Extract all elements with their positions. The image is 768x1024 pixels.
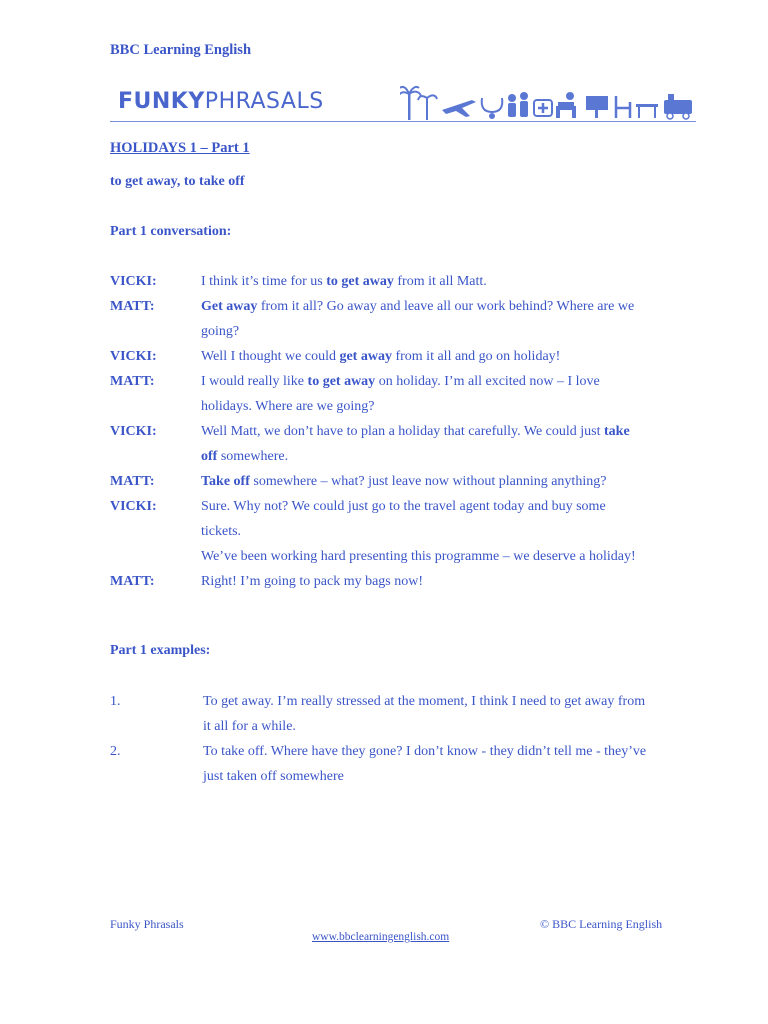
speaker-label: VICKI: [110, 274, 157, 289]
speech-segment: from it all Matt. [393, 274, 487, 289]
desk-icon [636, 104, 658, 118]
speaker-label: MATT: [110, 474, 155, 489]
speech-text [201, 347, 700, 366]
speech-segment: holidays. Where are we going? [201, 399, 375, 414]
armchair-icon [556, 92, 576, 118]
airplane-icon [442, 100, 476, 117]
palm-tree-icon [400, 87, 421, 120]
speech-text [201, 447, 700, 466]
speech-segment: I think it’s time for us [201, 274, 327, 289]
speech-text [201, 522, 700, 541]
speech-segment: from it all? Go away and leave all our work behind? Where are we [257, 299, 635, 314]
conversation-line [110, 322, 700, 347]
page-subtitle: to get away, to take off [110, 174, 245, 189]
speaker-label: MATT: [110, 574, 155, 589]
conversation-line [110, 497, 700, 522]
speaker-label: MATT: [110, 374, 155, 389]
phrasal-verb: take [604, 424, 630, 439]
speech-text [201, 547, 700, 566]
conversation-line [110, 272, 700, 297]
speech-segment: on holiday. I’m all excited now – I love [375, 374, 600, 389]
conversation-line [110, 447, 700, 472]
speech-segment: Well I thought we could [201, 349, 340, 364]
chair-icon [616, 96, 630, 118]
speech-segment: going? [201, 324, 240, 339]
speaker-label: VICKI: [110, 424, 157, 439]
speaker-label: VICKI: [110, 499, 157, 514]
footer-right: © BBC Learning English [540, 917, 663, 931]
screen-icon [586, 96, 608, 118]
conversation-line [110, 422, 700, 447]
conversation-line [110, 572, 700, 597]
example-number: 2. [110, 744, 121, 759]
example-line [110, 717, 700, 742]
holiday-icons-strip [400, 84, 696, 122]
logo-phrasals: PHRASALS [204, 89, 324, 114]
people-icon [508, 92, 528, 117]
speech-segment: We’ve been working hard presenting this programme – we deserve a holiday! [201, 549, 636, 564]
funky-phrasals-logo [110, 84, 696, 124]
conversation-line [110, 297, 700, 322]
phrasal-verb: get away [339, 349, 392, 364]
speech-segment: Sure. Why not? We could just go to the travel agent today and buy some [201, 499, 606, 514]
example-line [110, 767, 700, 792]
train-icon [664, 94, 692, 119]
stethoscope-icon [482, 98, 503, 119]
phrasal-verb: off [201, 449, 218, 464]
conversation-line [110, 372, 700, 397]
phrasal-verb: to get away [307, 374, 376, 389]
conversation-line [110, 472, 700, 497]
speaker-label: VICKI: [110, 349, 157, 364]
examples-list [110, 692, 700, 792]
speech-text [201, 422, 700, 441]
speech-text [201, 297, 700, 316]
example-line [110, 742, 700, 767]
speech-text [201, 572, 700, 591]
conversation-line [110, 347, 700, 372]
brand-header: BBC Learning English [110, 42, 252, 58]
speech-segment: Right! I’m going to pack my bags now! [201, 574, 424, 589]
footer-left: Funky Phrasals [110, 917, 184, 931]
logo-divider [110, 121, 696, 122]
logo-wordmark [118, 89, 324, 114]
speech-segment: tickets. [201, 524, 242, 539]
page-title: HOLIDAYS 1 – Part 1 [110, 140, 250, 156]
speech-segment: somewhere – what? just leave now without planning anything? [249, 474, 607, 489]
example-text: just taken off somewhere [203, 769, 344, 784]
conversation [110, 272, 700, 597]
conversation-line [110, 397, 700, 422]
example-text: To get away. I’m really stressed at the moment, I think I need to get away from [203, 694, 646, 709]
example-number: 1. [110, 694, 121, 709]
speech-text [201, 322, 700, 341]
palm-tree-icon [418, 95, 437, 120]
examples-heading: Part 1 examples: [110, 643, 211, 658]
first-aid-icon [534, 100, 552, 116]
conversation-line [110, 547, 700, 572]
speech-text [201, 497, 700, 516]
phrasal-verb: Get away [201, 299, 258, 314]
speech-segment: Well Matt, we don’t have to plan a holiday that carefully. We could just [201, 424, 604, 439]
speech-text [201, 372, 700, 391]
speech-segment: I would really like [201, 374, 308, 389]
speech-text [201, 472, 700, 491]
logo-funky: FUNKY [118, 89, 205, 114]
speech-segment: from it all and go on holiday! [391, 349, 561, 364]
example-text: it all for a while. [203, 719, 296, 734]
conversation-heading: Part 1 conversation: [110, 224, 232, 239]
phrasal-verb: Take off [201, 474, 250, 489]
example-text: To take off. Where have they gone? I don’t know - they didn’t tell me - they’ve [203, 744, 647, 759]
speech-segment: somewhere. [217, 449, 289, 464]
footer-link[interactable]: www.bbclearningenglish.com [312, 931, 450, 943]
speech-text [201, 272, 700, 291]
phrasal-verb: to get away [326, 274, 394, 289]
speech-text [201, 397, 700, 416]
speaker-label: MATT: [110, 299, 155, 314]
conversation-line [110, 522, 700, 547]
example-line [110, 692, 700, 717]
